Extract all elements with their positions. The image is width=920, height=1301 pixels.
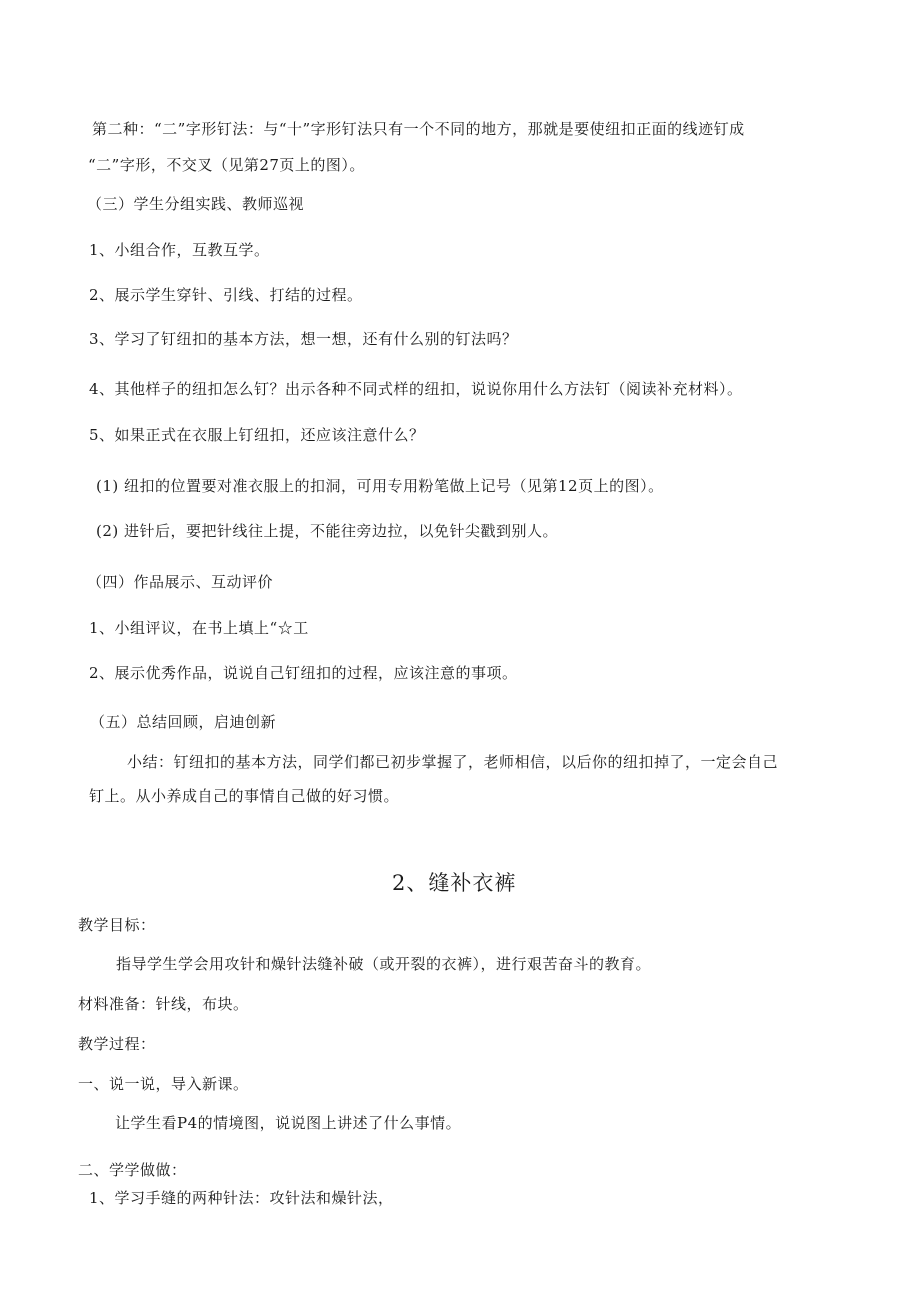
process-step-one: 一、说一说，导入新课。: [78, 1075, 249, 1093]
sub-item-1: (1) 纽扣的位置要对准衣服上的扣洞，可用专用粉笔做上记号（见第12页上的图）。: [96, 477, 664, 495]
sub-item-2: (2) 进针后，要把针线往上提，不能往旁边拉，以免针尖戳到别人。: [96, 522, 559, 540]
process-step-one-text: 让学生看P4的情境图，说说图上讲述了什么事情。: [115, 1114, 462, 1132]
lesson-title: 2、缝补衣裤: [392, 871, 517, 895]
evaluation-item-2: 2、展示优秀作品，说说自己钉纽扣的过程，应该注意的事项。: [89, 664, 518, 682]
paragraph-method-two-line2: “二”字形，不交叉（见第27页上的图）。: [88, 156, 365, 174]
summary-line1: 小结：钉纽扣的基本方法，同学们都已初步掌握了，老师相信，以后你的纽扣掉了，一定会自己: [127, 753, 779, 771]
list-item-1: 1、小组合作，互教互学。: [89, 241, 270, 259]
list-item-4: 4、其他样子的纽扣怎么钉？出示各种不同式样的纽扣，说说你用什么方法钉（阅读补充材料）。: [89, 380, 743, 398]
list-item-3: 3、学习了钉纽扣的基本方法，想一想，还有什么别的钉法吗？: [89, 330, 518, 348]
materials-line: 材料准备：针线，布块。: [78, 995, 249, 1013]
teaching-goal-text: 指导学生学会用攻针和燥针法缝补破（或开裂的衣裤），进行艰苦奋斗的教育。: [116, 955, 652, 973]
list-item-2: 2、展示学生穿针、引线、打结的过程。: [89, 286, 363, 304]
heading-step-four: （四）作品展示、互动评价: [87, 573, 274, 591]
heading-step-three: （三）学生分组实践、教师巡视: [87, 195, 305, 213]
heading-step-five: （五）总结回顾，启迪创新: [90, 713, 277, 731]
list-item-5: 5、如果正式在衣服上钉纽扣，还应该注意什么？: [89, 426, 425, 444]
summary-line2: 钉上。从小养成自己的事情自己做的好习惯。: [89, 787, 400, 805]
process-step-two-item1: 1、学习手缝的两种针法：攻针法和燥针法，: [89, 1189, 394, 1207]
process-step-two: 二、学学做做：: [78, 1161, 187, 1179]
teaching-goal-label: 教学目标：: [78, 916, 156, 934]
paragraph-method-two-line1: 第二种：“二”字形钉法：与“十”字形钉法只有一个不同的地方，那就是要使纽扣正面的线迹钉成: [92, 120, 745, 138]
evaluation-item-1: 1、小组评议，在书上填上“☆工: [89, 619, 309, 637]
teaching-process-label: 教学过程：: [78, 1035, 156, 1053]
